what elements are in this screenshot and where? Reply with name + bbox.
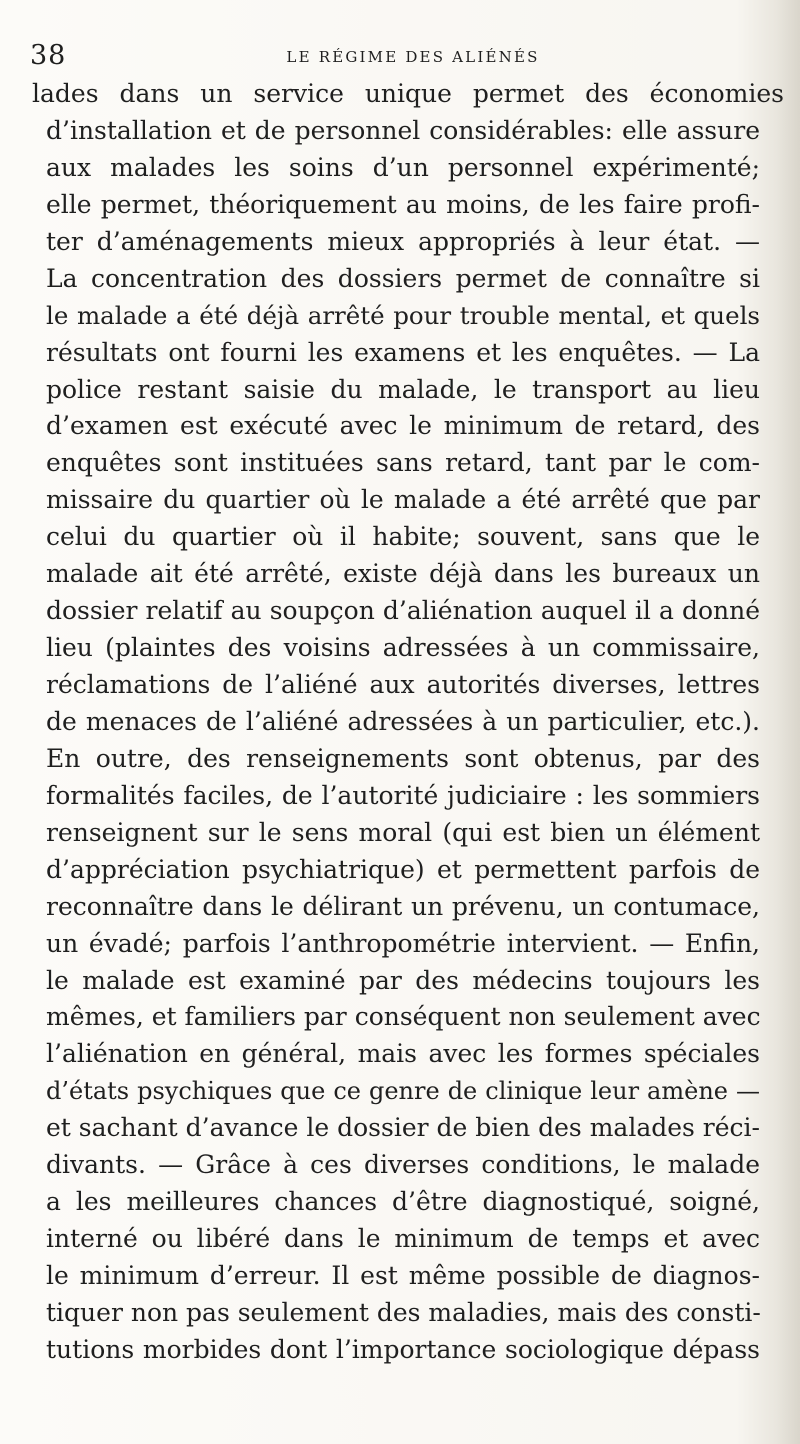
text-line: de menaces de l’aliéné adressées à un particulier, etc.). [46,706,760,736]
text-line: missaire du quartier où le malade a été arrêté que par [46,485,760,515]
text-line: d’états psychiques que ce genre de clinique leur amène — [46,1077,760,1106]
body-text [32,76,784,1369]
text-line: malade ait été arrêté, existe déjà dans les bureaux un [46,559,760,589]
text-line: d’appréciation psychiatrique) et permettent parfois de [46,854,760,884]
text-line: enquêtes sont instituées sans retard, tant par le com- [46,448,760,478]
text-line: lades dans un service unique permet des économies [32,79,784,108]
text-line: dossier relatif au soupçon d’aliénation auquel il a donné [46,596,760,626]
text-line: un évadé; parfois l’anthropométrie intervient. — Enfin, [46,928,760,958]
text-line: d’installation et de personnel considérables: elle assure [46,115,760,145]
text-line: l’aliénation en général, mais avec les formes spéciales [46,1039,760,1069]
text-line: et sachant d’avance le dossier de bien des malades réci- [46,1113,760,1143]
text-line: renseignent sur le sens moral (qui est bien un élément [46,817,760,847]
text-line: divants. — Grâce à ces diverses conditions, le malade [46,1150,760,1180]
text-line: reconnaître dans le délirant un prévenu, un contumace, [46,891,760,921]
text-line: le minimum d’erreur. Il est même possible de diagnos- [46,1261,760,1290]
text-line: d’examen est exécuté avec le minimum de retard, des [46,411,760,441]
text-line: réclamations de l’aliéné aux autorités diverses, lettres [46,670,760,699]
text-line: interné ou libéré dans le minimum de temps et avec [46,1224,760,1254]
running-head: LE RÉGIME DES ALIÉNÉS [286,48,540,66]
text-line: résultats ont fourni les examens et les enquêtes. — La [46,337,760,367]
text-line: tutions morbides dont l’importance sociologique dépass [46,1334,760,1364]
text-line: formalités faciles, de l’autorité judiciaire : les sommiers [46,780,760,810]
text-line: le malade est examiné par des médecins toujours les [46,965,760,995]
text-line: La concentration des dossiers permet de connaître si [46,263,760,293]
text-line: En outre, des renseignements sont obtenus, par des [46,743,760,773]
text-line: aux malades les soins d’un personnel expérimenté; [46,152,760,182]
text-line: lieu (plaintes des voisins adressées à un commissaire, [46,633,760,663]
text-line: elle permet, théoriquement au moins, de les faire profi- [46,189,760,219]
page-number: 38 [30,40,67,71]
text-line: mêmes, et familiers par conséquent non seulement avec [46,1002,761,1032]
text-line: ter d’aménagements mieux appropriés à leur état. — [46,226,760,256]
text-line: tiquer non pas seulement des maladies, mais des consti- [46,1297,761,1327]
text-line: celui du quartier où il habite; souvent, sans que le [46,522,760,552]
text-line: le malade a été déjà arrêté pour trouble mental, et quels [46,300,760,330]
text-line: a les meilleures chances d’être diagnostiqué, soigné, [46,1187,760,1217]
text-line: police restant saisie du malade, le transport au lieu [46,374,760,404]
page-header [0,40,800,74]
